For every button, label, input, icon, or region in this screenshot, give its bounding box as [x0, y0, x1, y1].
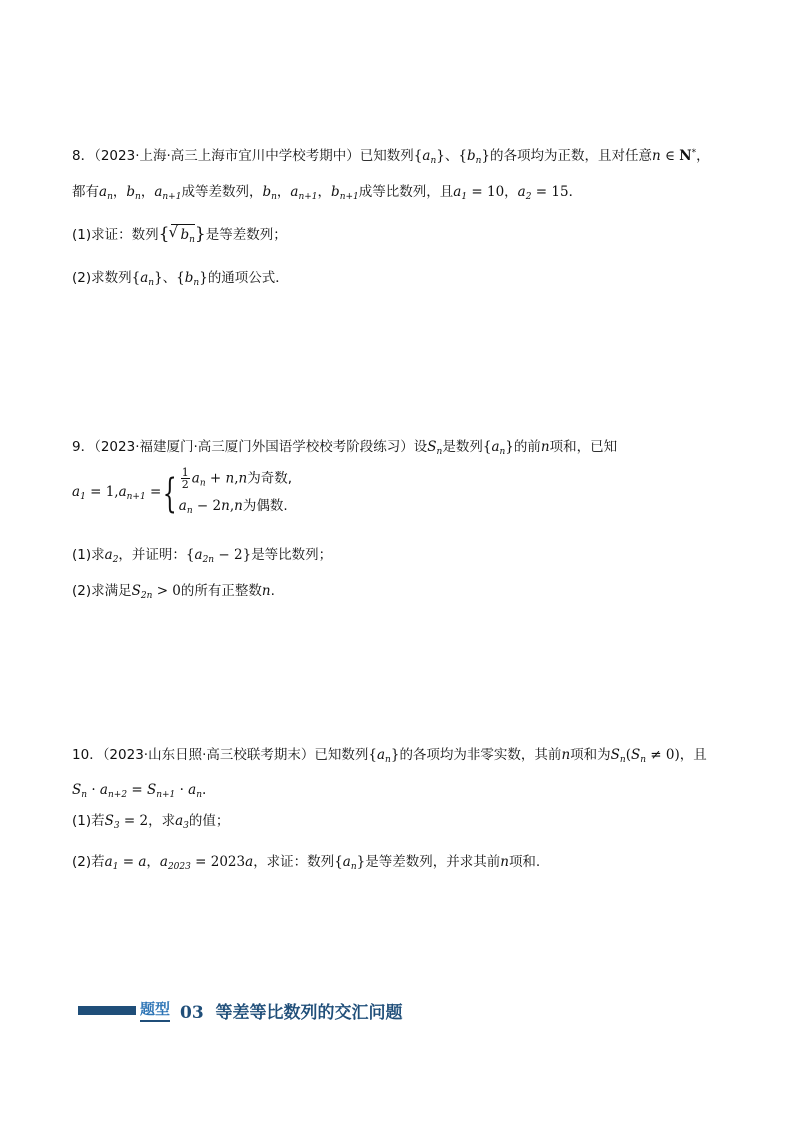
- stem-text: 成等比数列，且: [358, 184, 454, 200]
- stem-text: 设: [413, 439, 428, 455]
- problem-9-recurrence: $a_1 = 1,a_{n+1}$ ={ $\frac{1}{2}$ $a_n + n,n$为奇数, $a_n - 2n,n$为偶数.: [72, 467, 736, 521]
- stem-text: 已知数列: [314, 747, 369, 763]
- problem-9-stem: 9．（2023·福建厦门·高三厦门外国语学校校考阶段练习）设$S_n$是数列$\{a_n\}$的前n项和，已知: [72, 439, 618, 457]
- question-label: (1)求: [72, 547, 105, 563]
- stem-text: 已知数列: [359, 148, 414, 164]
- banner-bar: [78, 1006, 136, 1015]
- problem-8-question-2: (2)求数列$\{a_n\}$、$\{b_n\}$的通项公式．: [72, 270, 289, 288]
- question-label: (2)求数列: [72, 270, 132, 286]
- question-text: 的所有正整数: [180, 583, 262, 599]
- question-text: 项和.: [508, 854, 541, 870]
- piecewise-cases: $\frac{1}{2}$ $a_n + n,n$为奇数, $a_n - 2n,n$为偶数.: [178, 466, 293, 516]
- question-text: 的通项公式．: [207, 270, 289, 286]
- a2-value: 15: [551, 184, 569, 200]
- problem-10-question-1: (1)若$S_3 = 2$，求$a_3$的值；: [72, 813, 230, 831]
- problem-10-relation: $S_n \cdot a_{n+2} = S_{n+1} \cdot a_n$.: [72, 782, 207, 800]
- question-text: ，求: [148, 813, 176, 829]
- problem-source: （2023·上海·高三上海市宜川中学校考期中）: [94, 148, 360, 164]
- problem-9-question-1: (1)求$a_2$，并证明：$\{a_{2n} - 2\}$是等比数列；: [72, 547, 333, 565]
- stem-text: 的各项均为非零实数，其前: [399, 747, 562, 763]
- stem-text: 项和为: [570, 747, 611, 763]
- stem-text: ，: [696, 148, 710, 164]
- stem-text: 、: [444, 148, 459, 164]
- problem-10-stem: 10．（2023·山东日照·高三校联考期末）已知数列$\{a_n\}$的各项均为非零实数，其前n项和为$S_n(S_n \ne 0)$，且: [72, 747, 707, 765]
- stem-text: 都有: [72, 184, 99, 200]
- case-text: 为偶数.: [242, 497, 288, 514]
- stem-text: 是数列: [442, 439, 483, 455]
- problem-8-condition: 都有$a_n$，$b_n$，$a_{n+1}$成等差数列，$b_n$，$a_{n+1}$，$b_{n+1}$成等比数列，且$a_1 = 10$，$a_2 = 15$．: [72, 184, 583, 202]
- question-text: 是等差数列；: [205, 227, 287, 243]
- question-text: ，求证：数列: [253, 854, 335, 870]
- stem-text: 的各项均为正数，且对任意: [489, 148, 652, 164]
- problem-source: （2023·山东日照·高三校联考期末）: [102, 747, 315, 763]
- problem-number: 10: [72, 747, 90, 763]
- problem-8-question-1: (1)求证：数列{√ $b_n$}是等差数列；: [72, 224, 736, 250]
- banner-title-text: 等差等比数列的交汇问题: [215, 1002, 403, 1023]
- case-text: 为奇数,: [247, 470, 293, 487]
- question-text: .: [270, 583, 275, 599]
- section-banner: [78, 998, 403, 1022]
- question-label: (2)求满足: [72, 583, 132, 599]
- banner-title: [180, 998, 403, 1023]
- banner-tag: 题型: [140, 998, 170, 1022]
- question-label: (1)若: [72, 813, 105, 829]
- problem-8-stem: 8．（2023·上海·高三上海市宜川中学校考期中）已知数列$\{a_n\}$、$\{b_n\}$的各项均为正数，且对任意n ∈ N*，: [72, 148, 710, 166]
- problem-9-question-2: (2)求满足$S_{2n} > 0$的所有正整数n.: [72, 583, 275, 601]
- question-text: 是等差数列，并求其前: [365, 854, 501, 870]
- stem-text: 的前: [513, 439, 541, 455]
- banner-number: 03: [180, 1002, 204, 1023]
- problem-source: （2023·福建厦门·高三厦门外国语学校校考阶段练习）: [94, 439, 414, 455]
- stem-text: 项和，已知: [549, 439, 618, 455]
- question-text: 是等比数列；: [251, 547, 333, 563]
- question-text: 的值；: [188, 813, 230, 829]
- problem-number: 9: [72, 439, 81, 455]
- stem-text: ，且: [679, 747, 707, 763]
- stem-text: 成等差数列，: [181, 184, 263, 200]
- question-text: ，并证明：: [118, 547, 186, 563]
- a1-value: 10: [486, 184, 505, 200]
- question-label: (2)若: [72, 854, 105, 870]
- question-label: (1)求证：数列: [72, 227, 159, 243]
- problem-10-question-2: (2)若$a_1 = a$，$a_{2023} = 2023a$，求证：数列$\{a_n\}$是等差数列，并求其前n项和.: [72, 854, 541, 872]
- problem-number: 8: [72, 148, 81, 164]
